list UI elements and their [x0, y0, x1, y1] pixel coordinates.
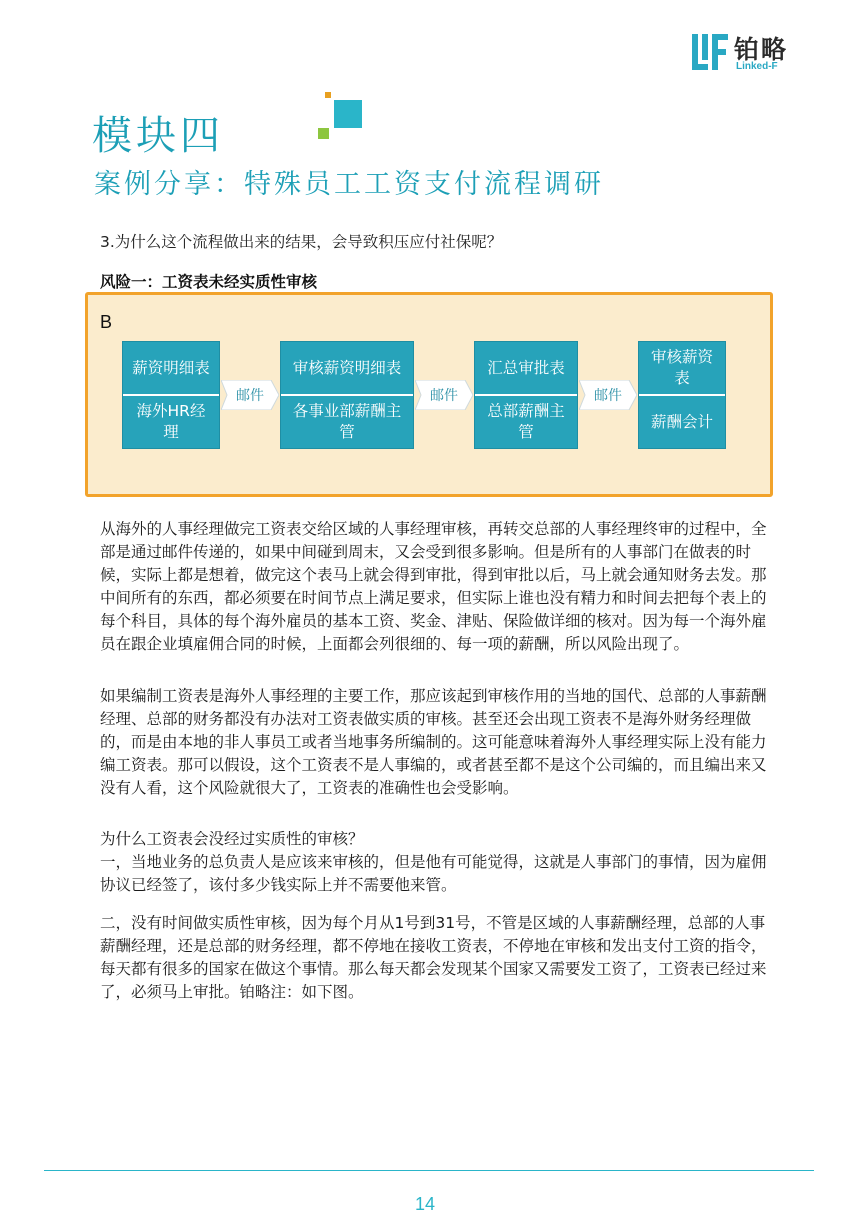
flow-node-owner: 海外HR经理: [136, 402, 206, 441]
body-paragraph: 如果编制工资表是海外人事经理的主要工作，那应该起到审核作用的当地的国代、总部的人事薪酬经理、总部的财务都没有办法对工资表做实质的审核。甚至还会出现工资表不是海外财务经理做的，而是由本地的非人事员工或者当地事务所编制的。这可能意味着海外人事经理实际上没有能力编工资表。那可以假设，这个工资表不是人事编的，或者甚至都不是这个公司编的，而且编出来又没有人看，这个风险就很大了，工资表的准确性也会受影响。: [100, 687, 767, 797]
flow-node-summary-approval: [474, 341, 578, 449]
question-heading: 3.为什么这个流程做出来的结果，会导致积压应付社保呢？: [100, 233, 503, 251]
flow-node-document: 审核薪资表: [650, 348, 713, 387]
logo-english-name: Linked-F: [736, 61, 778, 72]
decorative-square-orange: [325, 92, 331, 98]
decorative-square-blue: [334, 100, 362, 128]
flow-node-review-payroll: [638, 341, 726, 449]
flow-node-owner: 各事业部薪酬主管: [292, 402, 402, 441]
body-paragraph: 二，没有时间做实质性审核，因为每个月从1号到31号，不管是区域的人事薪酬经理，总部的人事薪酬经理，还是总部的财务经理，都不停地在接收工资表，不停地在审核和发出支付工资的指令，每天都有很多的国家在做这个事情。那么每天都会发现某个国家又需要发工资了，工资表已经过来了，必须马上审批。铂略注：如下图。: [100, 914, 767, 1001]
page-number: 14: [414, 1194, 436, 1214]
case-title: 案例分享：特殊员工工资支付流程调研: [94, 169, 604, 200]
flow-node-hr-salary-detail: [122, 341, 220, 449]
flow-node-owner: 薪酬会计: [650, 412, 713, 431]
flow-connector-email: [415, 380, 473, 410]
footer-divider: [44, 1170, 814, 1171]
decorative-square-green: [318, 128, 329, 139]
flow-node-document: 薪资明细表: [132, 358, 210, 377]
flow-connector-email: [579, 380, 637, 410]
logo-chinese-name: 铂略: [734, 35, 789, 64]
flow-node-review-salary-detail: [280, 341, 414, 449]
flow-node-document: 审核薪资明细表: [292, 358, 402, 377]
flow-connector-label: 邮件: [430, 388, 458, 404]
module-title: 模块四: [92, 113, 224, 159]
body-paragraph: 为什么工资表会没经过实质性的审核？ 一，当地业务的总负责人是应该来审核的，但是他有可能觉得，这就是人事部门的事情，因为雇佣协议已经签了，该付多少钱实际上并不需要他来管。: [100, 830, 767, 894]
flow-connector-email: [221, 380, 279, 410]
body-paragraph: 从海外的人事经理做完工资表交给区域的人事经理审核，再转交总部的人事经理终审的过程中，全部是通过邮件传递的，如果中间碰到周末，又会受到很多影响。但是所有的人事部门在做表的时候，实际上都是想着，做完这个表马上就会得到审批，得到审批以后，马上就会通知财务去发。那中间所有的东西，都必须要在时间节点上满足要求，但实际上谁也没有精力和时间去把每个表上的每个科目，具体的每个海外雇员的基本工资、奖金、津贴、保险做详细的核对。因为每一个海外雇员在跟企业填雇佣合同的时候，上面都会列很细的、每一项的薪酬，所以风险出现了。: [100, 520, 767, 653]
flow-diagram-label: B: [100, 312, 113, 332]
linked-f-logo: [690, 30, 810, 76]
flow-connector-label: 邮件: [594, 388, 622, 404]
risk-heading: 风险一：工资表未经实质性审核: [100, 273, 318, 291]
flow-node-document: 汇总审批表: [487, 358, 565, 377]
flow-node-owner: 总部薪酬主管: [487, 402, 565, 441]
logo-mark-icon: [690, 32, 730, 72]
flow-connector-label: 邮件: [236, 388, 264, 404]
